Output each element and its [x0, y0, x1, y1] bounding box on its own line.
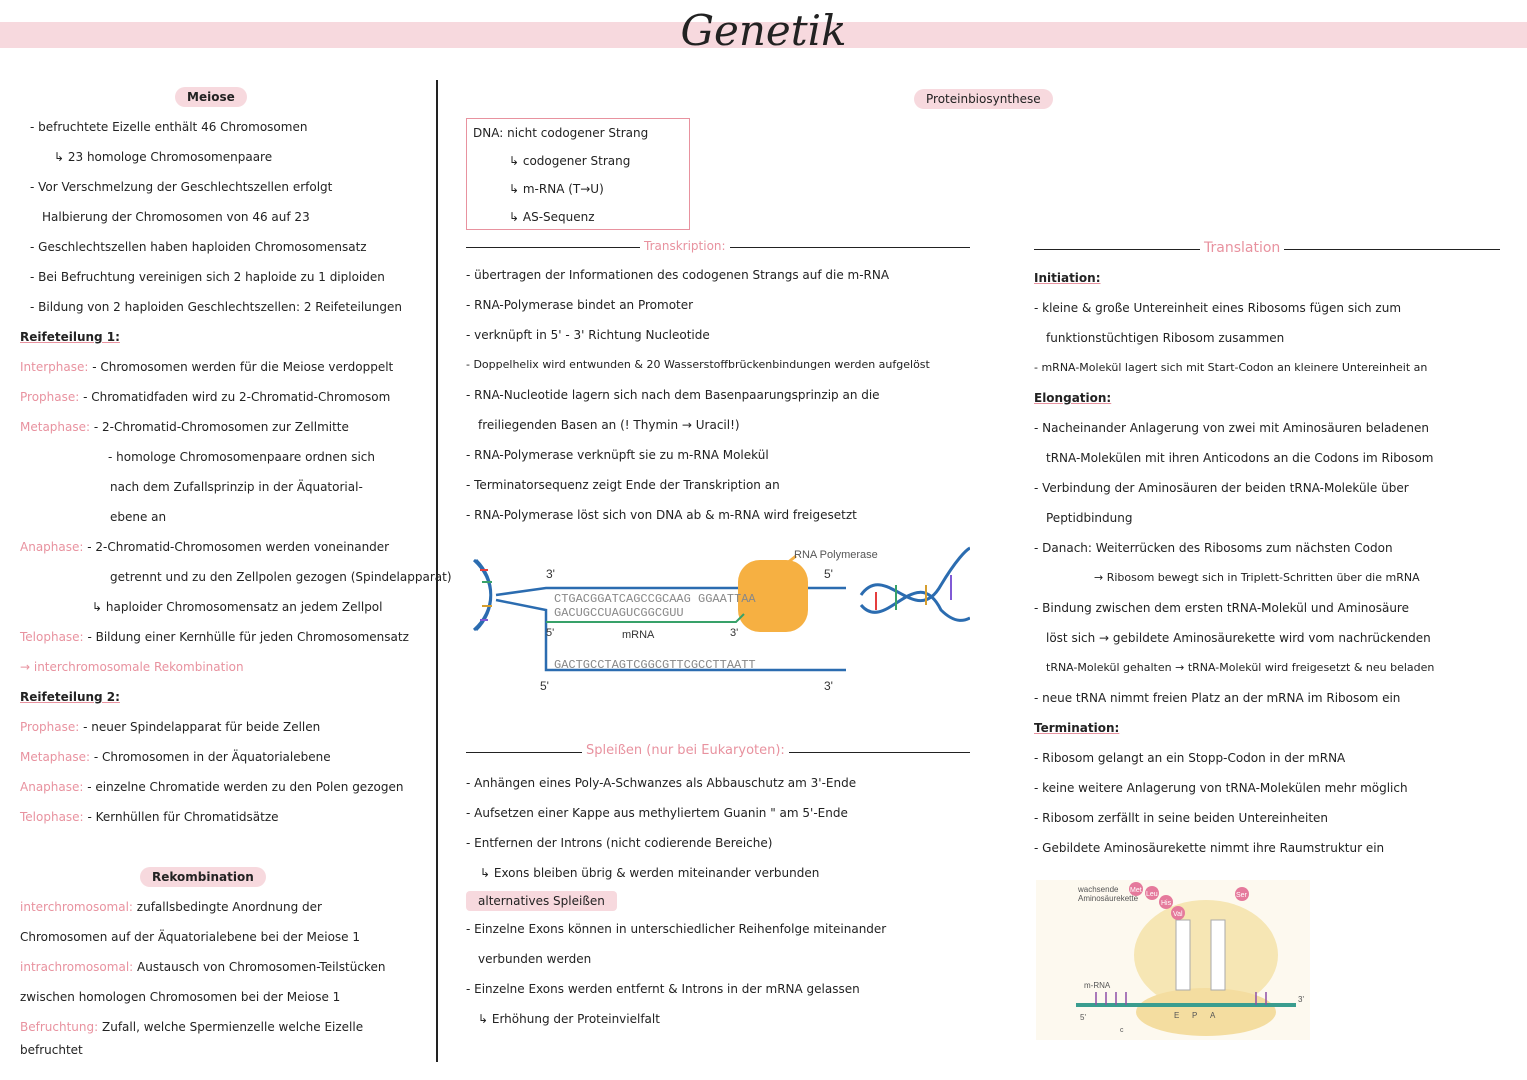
phase-label: Anaphase:	[20, 780, 84, 794]
rt1-row: ebene an	[110, 510, 167, 524]
translation-line: - mRNA-Molekül lagert sich mit Start-Codon an kleinere Untereinheit an	[1034, 361, 1428, 374]
transkription-line: - RNA-Polymerase löst sich von DNA ab & m-RNA wird freigesetzt	[466, 508, 857, 522]
transkription-section	[466, 260, 976, 530]
translation-line: - Bindung zwischen dem ersten tRNA-Molekül und Aminosäure	[1034, 601, 1409, 615]
dna-row	[467, 119, 689, 147]
translation-line: - Ribosom gelangt an ein Stopp-Codon in der mRNA	[1034, 751, 1346, 765]
rekombination-text: Austausch von Chromosomen-Teilstücken	[137, 960, 386, 974]
polymerase-label: RNA Polymerase	[794, 549, 878, 561]
translation-line: - keine weitere Anlagerung von tRNA-Molekülen mehr möglich	[1034, 781, 1408, 795]
mrna-label: mRNA	[622, 629, 655, 641]
phase-text: - neuer Spindelapparat für beide Zellen	[83, 720, 321, 734]
translation-line: - Danach: Weiterrücken des Ribosoms zum nächsten Codon	[1034, 541, 1393, 555]
translation-line: - neue tRNA nimmt freien Platz an der mRNA im Ribosom ein	[1034, 691, 1401, 705]
translation-line: - Nacheinander Anlagerung von zwei mit Aminosäuren beladenen	[1034, 421, 1429, 435]
aa-label: Met	[1130, 887, 1142, 894]
translation-section	[1034, 263, 1514, 863]
dna-row: ↳ codogener Strang	[509, 154, 631, 168]
spleissen-section	[466, 768, 976, 1034]
phase-text: - 2-Chromatid-Chromosomen zur Zellmitte	[93, 420, 349, 434]
rekombination-text: Zufall, welche Spermienzelle welche Eizelle	[102, 1020, 364, 1034]
reifeteilung-1-heading: Reifeteilung 1:	[20, 330, 120, 344]
meiose-section	[20, 82, 452, 832]
phase-label: Interphase:	[20, 360, 89, 374]
meiose-heading: Meiose	[175, 87, 247, 107]
dna-row: ↳ AS-Sequenz	[509, 210, 595, 224]
aa-label: Leu	[1146, 891, 1158, 898]
translation-line: - kleine & große Untereinheit eines Ribosoms fügen sich zum	[1034, 301, 1402, 315]
rekombination-label: intrachromosomal:	[20, 960, 134, 974]
aa-label: His	[1161, 900, 1172, 907]
rt1-row: getrennt und zu den Zellpolen gezogen (Spindelapparat)	[110, 570, 452, 584]
transkription-line: - RNA-Polymerase bindet an Promoter	[466, 298, 694, 312]
translation-line: - Gebildete Aminosäurekette nimmt ihre Raumstruktur ein	[1034, 841, 1385, 855]
spleissen-alt-line: - Einzelne Exons werden entfernt & Introns in der mRNA gelassen	[466, 982, 860, 996]
spleissen-heading: Spleißen (nur bei Eukaryoten):	[582, 743, 789, 758]
reifeteilung-2-heading: Reifeteilung 2:	[20, 690, 120, 704]
site-label: E	[1174, 1011, 1180, 1020]
dna-row: ↳ m-RNA (T→U)	[509, 182, 604, 196]
rt2-row	[20, 772, 430, 802]
rt1-row: nach dem Zufallsprinzip in der Äquatorial-	[110, 480, 363, 494]
proteinbiosynthese-heading: Proteinbiosynthese	[914, 89, 1053, 109]
spleissen-line: - Aufsetzen einer Kappe aus methyliertem Guanin " am 5'-Ende	[466, 806, 848, 820]
rekombination-row: zwischen homologen Chromosomen bei der Meiose 1	[20, 990, 341, 1004]
chain-label: Aminosäurekette	[1078, 894, 1139, 903]
rekombination-section	[20, 862, 430, 1058]
spleissen-alt-line: verbunden werden	[478, 952, 592, 966]
initiation-heading: Initiation:	[1034, 271, 1101, 285]
phase-label: Prophase:	[20, 390, 80, 404]
rt2-row	[20, 712, 430, 742]
phase-label: Metaphase:	[20, 750, 91, 764]
meiose-line: - befruchtete Eizelle enthält 46 Chromosomen	[30, 120, 308, 134]
translation-line: funktionstüchtigen Ribosom zusammen	[1046, 331, 1285, 345]
transkription-heading: Transkription:	[640, 239, 730, 253]
elongation-heading: Elongation:	[1034, 391, 1112, 405]
site-label: A	[1210, 1011, 1216, 1020]
end-label: 3'	[546, 567, 555, 581]
three-prime-label: 3'	[1298, 995, 1304, 1004]
c-label: c	[1120, 1027, 1124, 1034]
ribosome-figure	[1036, 880, 1310, 1040]
site-label: P	[1192, 1011, 1198, 1020]
translation-line: Peptidbindung	[1046, 511, 1133, 525]
rt1-row	[20, 532, 430, 562]
transkription-line: - RNA-Nucleotide lagern sich nach dem Basenpaarungsprinzip an die	[466, 388, 880, 402]
transkription-line: - verknüpft in 5' - 3' Richtung Nucleotide	[466, 328, 710, 342]
translation-line: - Verbindung der Aminosäuren der beiden tRNA-Moleküle über	[1034, 481, 1409, 495]
spleissen-alt-line: - Einzelne Exons können in unterschiedlicher Reihenfolge miteinander	[466, 922, 887, 936]
translation-line: - Ribosom zerfällt in seine beiden Untereinheiten	[1034, 811, 1329, 825]
chain-label: wachsende	[1078, 885, 1119, 894]
spleissen-line: - Anhängen eines Poly-A-Schwanzes als Abbauschutz am 3'-Ende	[466, 776, 857, 790]
end-label: 3'	[730, 627, 739, 639]
rekombination-label: Befruchtung:	[20, 1020, 99, 1034]
transkription-line: - Doppelhelix wird entwunden & 20 Wasserstoffbrückenbindungen werden aufgelöst	[466, 358, 930, 371]
rt2-row	[20, 802, 430, 832]
meiose-line: - Bei Befruchtung vereinigen sich 2 haploide zu 1 diploiden	[30, 270, 385, 284]
rekombination-heading: Rekombination	[140, 867, 266, 887]
rt1-row	[20, 382, 430, 412]
termination-heading: Termination:	[1034, 721, 1120, 735]
top-sequence: CTGACGGATCAGCCGCAAG GGAATTAA	[554, 592, 756, 606]
transkription-line: - RNA-Polymerase verknüpft sie zu m-RNA Molekül	[466, 448, 769, 462]
dna-box	[466, 118, 690, 230]
phase-text: - Chromosomen werden für die Meiose verdoppelt	[92, 360, 394, 374]
end-label: 5'	[824, 567, 833, 581]
rekombination-row	[20, 952, 430, 982]
bottom-sequence: GACTGCCTAGTCGGCGTTCGCCTTAATT	[554, 658, 756, 672]
aa-label: Val	[1173, 911, 1183, 918]
rt1-row: ↳ haploider Chromosomensatz an jedem Zellpol	[92, 600, 383, 614]
meiose-line: - Vor Verschmelzung der Geschlechtszellen erfolgt	[30, 180, 333, 194]
transkription-line: - übertragen der Informationen des codogenen Strangs auf die m-RNA	[466, 268, 890, 282]
phase-text: - Kernhüllen für Chromatidsätze	[87, 810, 279, 824]
rt2-row	[20, 742, 430, 772]
phase-label: Anaphase:	[20, 540, 84, 554]
ribosome-small-subunit	[1136, 988, 1276, 1036]
page-title: Genetik	[680, 6, 847, 55]
phase-label: Telophase:	[20, 630, 84, 644]
rekombination-text: zufallsbedingte Anordnung der	[136, 900, 322, 914]
trna-p-site	[1176, 920, 1190, 990]
transcription-figure	[466, 540, 970, 700]
transkription-line: freiliegenden Basen an (! Thymin → Uracil!)	[478, 418, 740, 432]
spleissen-line: - Entfernen der Introns (nicht codierende Bereiche)	[466, 836, 773, 850]
translation-line: tRNA-Molekülen mit ihren Anticodons an die Codons im Ribosom	[1046, 451, 1434, 465]
phase-text: - 2-Chromatid-Chromosomen werden voneinander	[87, 540, 390, 554]
phase-label: Telophase:	[20, 810, 84, 824]
mrna-label: m-RNA	[1084, 981, 1111, 990]
phase-text: - Chromosomen in der Äquatorialebene	[93, 750, 331, 764]
mrna-sequence: GACUGCCUAGUCGGCGUU	[554, 606, 684, 620]
end-label: 3'	[824, 679, 833, 693]
rt1-row	[20, 622, 430, 652]
meiose-line: ↳ 23 homologe Chromosomenpaare	[54, 150, 273, 164]
translation-line: tRNA-Molekül gehalten → tRNA-Molekül wird freigesetzt & neu beladen	[1046, 661, 1435, 674]
rekombination-row	[20, 1012, 430, 1042]
phase-label: Metaphase:	[20, 420, 91, 434]
aa-label: Ser	[1236, 892, 1247, 899]
translation-heading: Translation	[1200, 240, 1284, 256]
spleissen-line: ↳ Exons bleiben übrig & werden miteinander verbunden	[480, 866, 820, 880]
rekombination-row	[20, 892, 430, 922]
five-prime-label: 5'	[1080, 1013, 1086, 1022]
rekombination-label: interchromosomal:	[20, 900, 133, 914]
rekombination-row: befruchtet	[20, 1043, 83, 1057]
phase-text: - Chromatidfaden wird zu 2-Chromatid-Chromosom	[83, 390, 391, 404]
translation-line: löst sich → gebildete Aminosäurekette wird vom nachrückenden	[1046, 631, 1431, 645]
meiose-line: - Geschlechtszellen haben haploiden Chromosomensatz	[30, 240, 367, 254]
spleissen-alt-line: ↳ Erhöhung der Proteinvielfalt	[478, 1012, 660, 1026]
proteinbiosynthese-heading-wrap	[914, 89, 1053, 109]
rt1-row	[20, 412, 430, 442]
meiose-line: - Bildung von 2 haploiden Geschlechtszellen: 2 Reifeteilungen	[30, 300, 402, 314]
alternatives-spleissen-heading: alternatives Spleißen	[466, 891, 617, 911]
meiose-line: Halbierung der Chromosomen von 46 auf 23	[42, 210, 310, 224]
interchromosomale-rekombination: → interchromosomale Rekombination	[20, 660, 244, 674]
transkription-line: - Terminatorsequenz zeigt Ende der Transkription an	[466, 478, 780, 492]
dna-text: nicht codogener Strang	[507, 126, 649, 140]
rekombination-row: Chromosomen auf der Äquatorialebene bei der Meiose 1	[20, 930, 361, 944]
translation-line: → Ribosom bewegt sich in Triplett-Schritten über die mRNA	[1094, 571, 1420, 584]
phase-text: - einzelne Chromatide werden zu den Polen gezogen	[87, 780, 404, 794]
dna-label: DNA:	[473, 126, 504, 140]
phase-text: - Bildung einer Kernhülle für jeden Chromosomensatz	[87, 630, 409, 644]
end-label: 5'	[540, 679, 549, 693]
trna-a-site	[1211, 920, 1225, 990]
phase-label: Prophase:	[20, 720, 80, 734]
end-label: 5'	[546, 627, 555, 639]
rt1-row	[20, 352, 430, 382]
rt1-row: - homologe Chromosomenpaare ordnen sich	[108, 450, 375, 464]
